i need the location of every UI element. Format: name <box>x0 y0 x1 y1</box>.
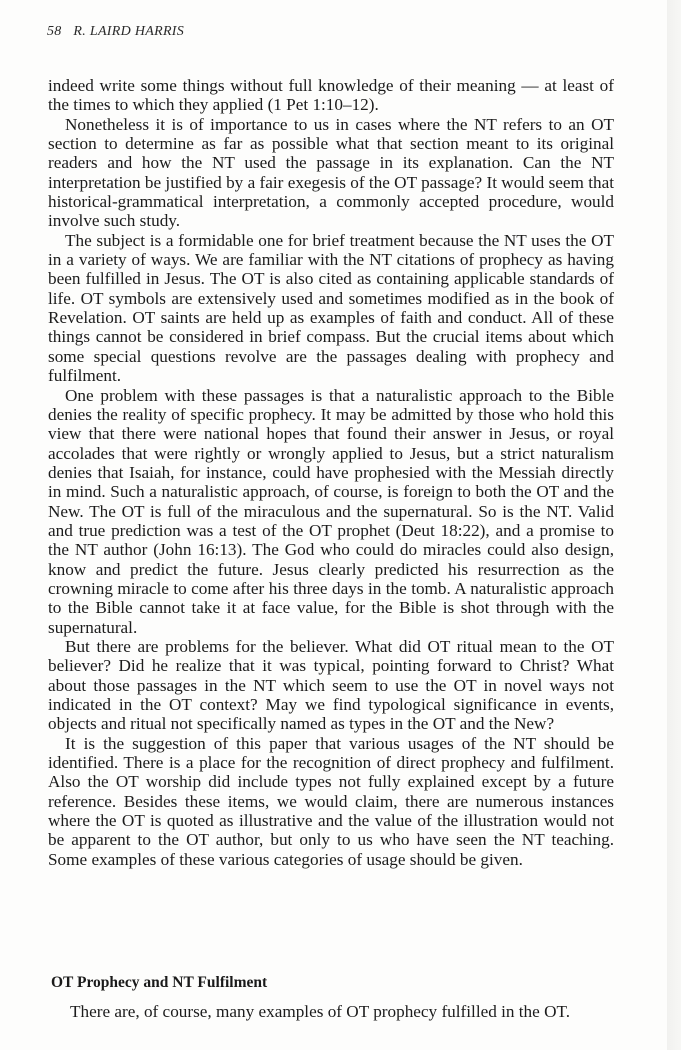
paragraph: But there are problems for the believer. What did OT ritual mean to the OT believer? Did he realize that it was typical, pointing forward to Christ? What about those passages in the NT which seem to use the OT in novel ways not indicated in the OT context? May we find typological significance in events, objects and ritual not specifically named as types in the OT and the New? <box>48 636 614 734</box>
page-edge <box>667 0 681 1050</box>
paragraph: It is the suggestion of this paper that various usages of the NT should be identified. There is a place for the recognition of direct prophecy and fulfilment. Also the OT worship did include types not fully explained except by a future reference. Besides these items, we would claim, there are numerous instances where the OT is quoted as illustrative and the value of the illustration would not be apparent to the OT author, but only to us who have seen the NT teaching. Some examples of these various categories of usage should be given. <box>48 733 614 869</box>
paragraph: One problem with these passages is that a naturalistic approach to the Bible denies the reality of specific prophecy. It may be admitted by those who hold this view that there were national hopes that found their answer in Jesus, or royal accolades that were rightly or wrongly applied to Jesus, but a strict naturalism denies that Isaiah, for instance, could have prophesied with the Messiah directly in mind. Such a naturalistic approach, of course, is foreign to both the OT and the New. The OT is full of the miraculous and the supernatural. So is the NT. Valid and true prediction was a test of the OT prophet (Deut 18:22), and a promise to the NT author (John 16:13). The God who could do miracles could also design, know and predict the future. Jesus clearly predicted his resurrection as the crowning miracle to come after his three days in the tomb. A naturalistic approach to the Bible cannot take it at face value, for the Bible is shot through with the supernatural. <box>48 385 614 637</box>
section-first-paragraph: There are, of course, many examples of OT prophecy fulfilled in the OT. <box>70 1002 571 1021</box>
body-text <box>48 76 614 869</box>
paragraph: The subject is a formidable one for brief treatment because the NT uses the OT in a variety of ways. We are familiar with the NT citations of prophecy as having been fulfilled in Jesus. The OT is also cited as containing applicable standards of life. OT symbols are extensively used and sometimes modified as in the book of Revelation. OT saints are held up as examples of faith and conduct. All of these things cannot be considered in brief compass. But the crucial items about which some special questions revolve are the passages dealing with prophecy and fulfilment. <box>48 230 614 386</box>
paragraph: Nonetheless it is of importance to us in cases where the NT refers to an OT section to determine as far as possible what that section meant to its original readers and how the NT used the passage in its explanation. Can the NT interpretation be justified by a fair exegesis of the OT passage? It would seem that historical-grammatical interpretation, a commonly accepted procedure, would involve such study. <box>48 114 614 231</box>
page-number: 58 <box>47 24 62 39</box>
paragraph: indeed write some things without full knowledge of their meaning — at least of the times to which they applied (1 Pet 1:10–12). <box>48 76 614 115</box>
running-head <box>47 24 184 40</box>
running-head-author: R. LAIRD HARRIS <box>73 24 185 39</box>
section-heading: OT Prophecy and NT Fulfilment <box>51 974 268 991</box>
